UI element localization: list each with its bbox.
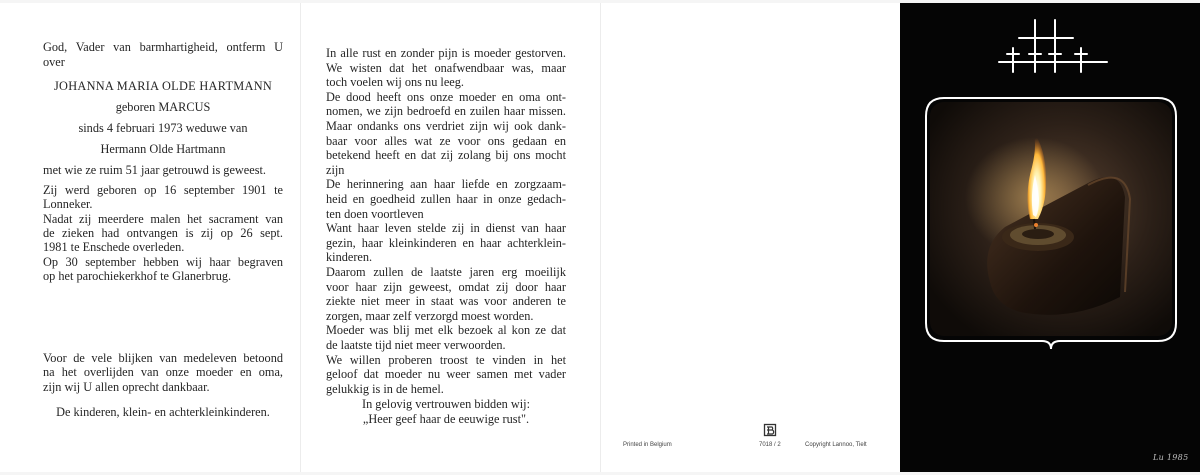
deceased-name: JOHANNA MARIA OLDE HARTMANN <box>53 79 273 93</box>
poem-line: In alle rust en zonder pijn is moeder gestorven. <box>326 46 566 60</box>
poem-line: We wisten dat het onafwendbaar was, maar <box>326 60 566 75</box>
scan-edge <box>0 0 1200 3</box>
poem-line: gelukkig is in de hemel. <box>326 381 444 396</box>
poem-line: baar voor alles wat ze voor ons gedaan en <box>326 133 566 148</box>
bio-line: de zieken had ontvangen is zij op 26 sept. <box>43 226 283 240</box>
poem-line: ten doen voortleven <box>326 206 424 221</box>
poem-line: We willen proberen troost te vinden in het <box>326 352 566 367</box>
bio-line: Zij werd geboren op 16 september 1901 te <box>43 183 283 197</box>
poem-line: Maar ondanks ons verdriet zijn wij ook dank- <box>326 119 566 133</box>
widow-line: sinds 4 februari 1973 weduwe van <box>78 121 248 135</box>
poem-line: Want haar leven stelde zij in dienst van haar <box>326 221 566 236</box>
poem-line: Moeder was blij met elk bezoek al kon ze dat <box>326 323 566 338</box>
publisher-logo <box>763 423 777 437</box>
poem-line: voor haar zijn geweest, omdat zij door haar <box>326 279 566 294</box>
candle-photo <box>920 87 1182 350</box>
thanks-line: Voor de vele blijken van medeleven betoond <box>43 351 283 365</box>
poem-line: De dood heeft ons onze moeder en oma ont- <box>326 89 566 104</box>
artist-signature: Lu 1985 <box>1153 453 1189 462</box>
poem-line: toch voelen wij ons nu leeg. <box>326 75 464 90</box>
bio-line: Nadat zij meerdere malen het sacrament van <box>43 212 283 226</box>
poem-line: Daarom zullen de laatste jaren erg moeilijk <box>326 265 566 279</box>
print-code: 7018 / 2 <box>759 442 781 448</box>
bio-line: 1981 te Enschede overleden. <box>43 240 185 254</box>
thanks-line: zijn wij U allen oprecht dankbaar. <box>43 380 210 394</box>
poem-line: heid en goedheid zullen haar in onze gedach- <box>326 192 566 206</box>
signoff: De kinderen, klein- en achterkleinkinderen. <box>56 405 270 419</box>
bio-line: Lonneker. <box>43 197 93 211</box>
bio-line: Op 30 september hebben wij haar begraven <box>43 255 283 269</box>
marriage-line: met wie ze ruim 51 jaar getrouwd is geweest. <box>43 163 266 177</box>
husband-name: Hermann Olde Hartmann <box>100 142 226 156</box>
poem-line: De herinnering aan haar liefde en zorgzaam- <box>326 177 566 192</box>
poem-line: zijn <box>326 162 345 177</box>
printed-in: Printed in Belgium <box>623 442 672 448</box>
copyright: Copyright Lannoo, Tielt <box>805 442 867 448</box>
prayer-line-1: God, Vader van barmhartigheid, ontferm U <box>43 40 283 54</box>
poem-line: nomen, we zijn bedroefd en zuilen haar missen. <box>326 104 566 119</box>
thanks-line: na het overlijden van onze moeder en oma, <box>43 365 283 379</box>
poem-line: ziekte niet meer in staat was voor anderen te <box>326 294 566 309</box>
poem-line: de laatste tijd niet meer verwoorden. <box>326 338 506 352</box>
poem-line: kinderen. <box>326 250 373 265</box>
birth-name: geboren MARCUS <box>115 100 211 114</box>
poem-line: betekend heeft en dat zij zolang bij ons mocht <box>326 148 566 163</box>
prayer-quote: „Heer geef haar de eeuwige rust". <box>362 412 530 426</box>
back-panel <box>600 0 900 475</box>
three-crosses-icon <box>993 18 1113 74</box>
poem-line: geloof dat moeder nu weer samen met vader <box>326 367 566 382</box>
poem-line: gezin, haar kleinkinderen en haar achterklein- <box>326 235 566 250</box>
prayer-intro: In gelovig vertrouwen bidden wij: <box>361 397 531 411</box>
prayer-line-2: over <box>43 55 65 69</box>
bio-line: op het parochiekerkhof te Glanerbrug. <box>43 269 232 283</box>
poem-line: zorgen, maar zelf verzorgd moest worden. <box>326 308 534 323</box>
